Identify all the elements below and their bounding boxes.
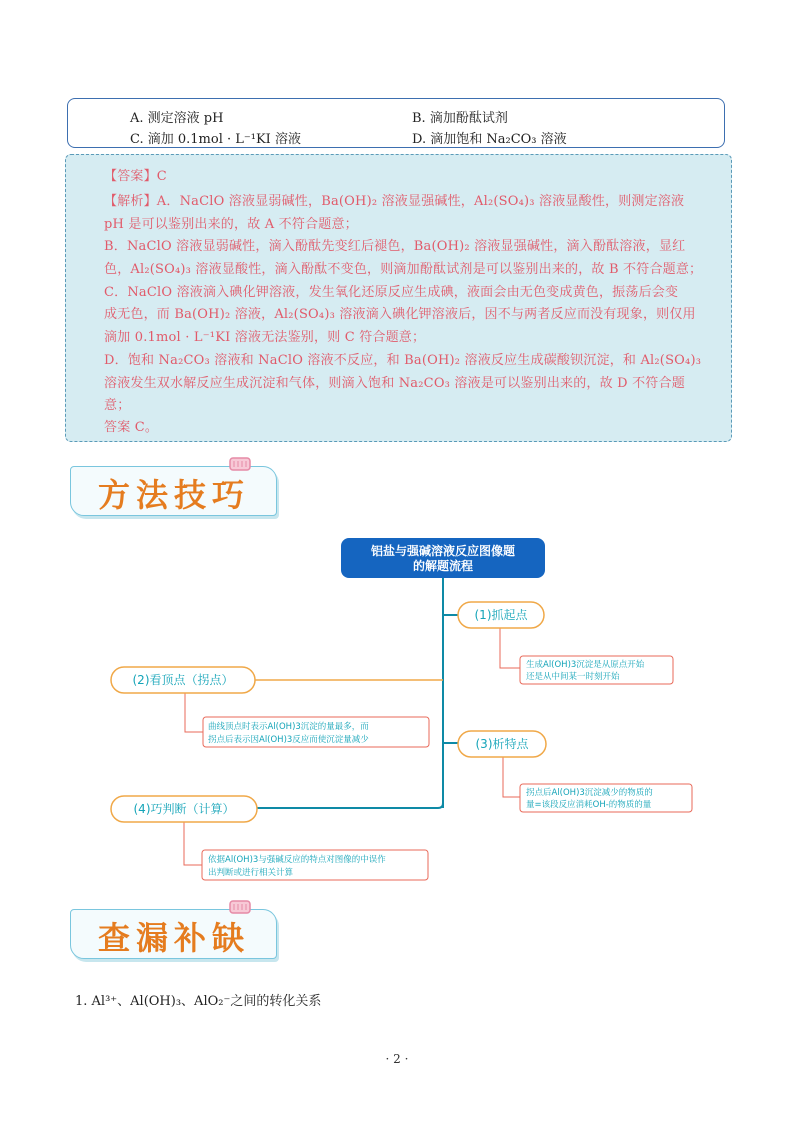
detail-text: 还是从中间某一时刻开始 — [526, 672, 620, 682]
detail-text: 拐点后表示因Al(OH)3反应而使沉淀量减少 — [208, 735, 369, 745]
root-label-line2: 的解题流程 — [412, 559, 474, 573]
answer-line: B．NaClO 溶液显弱碱性，滴入酚酞先变红后褪色，Ba(OH)₂ 溶液显强碱性，滴入酚酞溶液，显红 — [104, 239, 686, 254]
answer-line: D．饱和 Na₂CO₃ 溶液和 NaClO 溶液不反应，和 Ba(OH)₂ 溶液反应生成碳酸钡沉淀，和 Al₂(SO₄)₃ — [104, 353, 702, 368]
root-label-line1: 铝盐与强碱溶液反应图像题 — [370, 544, 516, 558]
node-title: (2)看顶点（拐点） — [132, 673, 234, 687]
section-banner-review — [70, 903, 278, 961]
detail-text: 出判断或进行相关计算 — [208, 868, 294, 878]
mindmap-connectors — [256, 578, 458, 808]
page-number: · 2 · — [385, 1052, 409, 1066]
detail-text: 量=该段反应消耗OH-的物质的量 — [526, 800, 652, 810]
section-title: 查漏补缺 — [98, 919, 251, 957]
mindmap-root-node[interactable] — [341, 538, 545, 578]
mindmap-node-peak[interactable] — [111, 667, 255, 693]
answer-line: 色，Al₂(SO₄)₃ 溶液显酸性，滴入酚酞不变色，则滴加酚酞试剂是可以鉴别出来的，故 B 不符合题意； — [104, 262, 703, 277]
option-a[interactable]: A. 测定溶液 pH — [130, 111, 224, 126]
section-title: 方法技巧 — [98, 476, 251, 514]
detail-text: 生成Al(OH)3沉淀是从原点开始 — [526, 660, 645, 670]
answer-line: 答案 C。 — [104, 420, 159, 435]
mindmap-node-judge[interactable] — [111, 796, 257, 822]
detail-text: 曲线顶点时表示Al(OH)3沉淀的量最多，而 — [208, 722, 369, 732]
answer-line: 滴加 0.1mol · L⁻¹KI 溶液无法鉴别，则 C 符合题意； — [104, 330, 426, 345]
mindmap-node-start-point[interactable] — [458, 602, 544, 628]
option-d[interactable]: D. 滴加饱和 Na₂CO₃ 溶液 — [412, 132, 567, 147]
detail-text: 依据Al(OH)3与强碱反应的特点对图像的中误作 — [208, 855, 386, 865]
mindmap-detail-features — [520, 784, 692, 812]
answer-line: 成无色，而 Ba(OH)₂ 溶液，Al₂(SO₄)₃ 溶液滴入碘化钾溶液后，因不与两者反应而没有现象，则仅用 — [104, 307, 696, 322]
answer-line: 意； — [104, 398, 131, 413]
node-title: (3)析特点 — [475, 737, 529, 751]
answer-line: 【解析】A．NaClO 溶液显弱碱性，Ba(OH)₂ 溶液显强碱性，Al₂(SO₄)₃ 溶液显酸性，则测定溶液 — [104, 194, 685, 209]
mindmap-detail-judge — [202, 850, 428, 880]
mindmap-detail-start-point — [520, 656, 673, 684]
option-c[interactable]: C. 滴加 0.1mol · L⁻¹KI 溶液 — [130, 132, 301, 147]
answer-line: pH 是可以鉴别出来的，故 A 不符合题意； — [104, 217, 358, 232]
node-title: (1)抓起点 — [474, 608, 528, 622]
answer-line: 溶液发生双水解反应生成沉淀和气体，则滴入饱和 Na₂CO₃ 溶液是可以鉴别出来的，故 D 不符合题 — [104, 376, 685, 391]
option-b[interactable]: B. 滴加酚酞试剂 — [412, 111, 508, 126]
answer-line: 【答案】C — [104, 169, 167, 184]
mindmap-detail-peak — [203, 717, 429, 747]
detail-text: 拐点后Al(OH)3沉淀减少的物质的 — [526, 788, 653, 798]
answer-line: C．NaClO 溶液滴入碘化钾溶液，发生氧化还原反应生成碘，液面会由无色变成黄色，振荡后会变 — [104, 285, 679, 300]
question-intro: 1. Al³⁺、Al(OH)₃、AlO₂⁻之间的转化关系 — [75, 994, 322, 1009]
node-title: (4)巧判断（计算） — [133, 802, 235, 816]
mindmap-node-features[interactable] — [458, 731, 546, 757]
